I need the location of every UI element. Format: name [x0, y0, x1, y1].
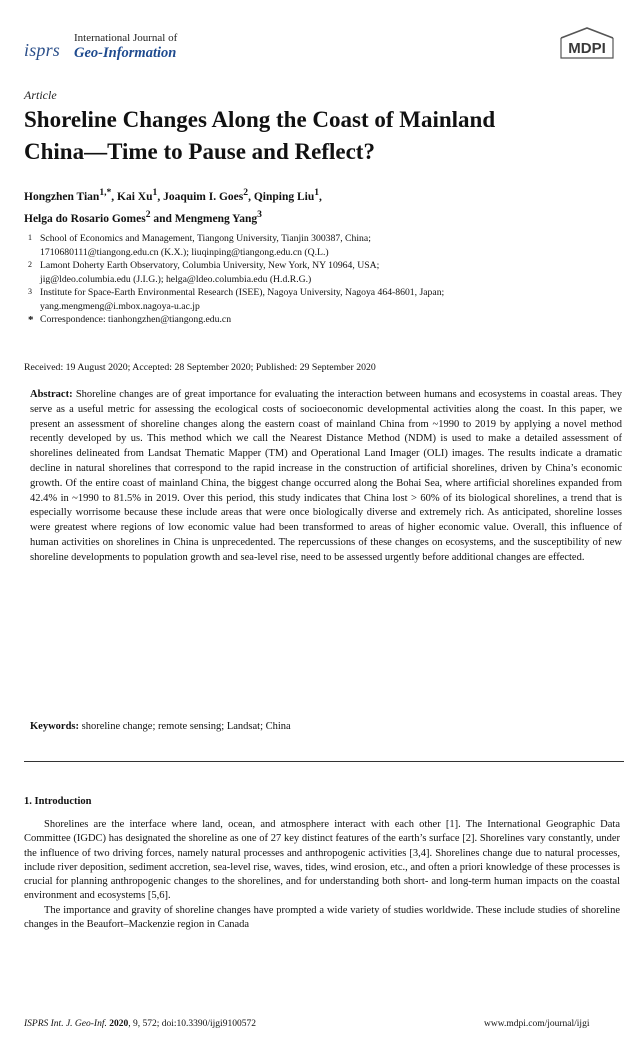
journal-name-line1: International Journal of — [74, 32, 178, 44]
author[interactable]: Hongzhen Tian$^{1,*}$ — [24, 187, 112, 203]
author[interactable]: Qinping Liu$^1$ — [253, 187, 320, 203]
journal-abbreviation: ISPRS Int. J. Geo-Inf. — [24, 1019, 107, 1029]
keywords-text: shoreline change; remote sensing; Landsat; China — [81, 721, 291, 732]
author-list: Hongzhen Tian$^{1,*}$, Kai Xu$^1$, Joaquim I. Goes$^2$, Qinping Liu$^1$, Helga do Rosario Gomes$^2$ and Mengmeng Yang$^3$ — [24, 187, 322, 225]
paragraph: The importance and gravity of shoreline changes have prompted a wide variety of studies worldwide. These include studies of shoreline changes in the Beaufort–Mackenzie region in Canada — [24, 904, 620, 931]
abstract-label: Abstract: — [30, 389, 73, 400]
abstract-text: Shoreline changes are of great importance for evaluating the interaction between humans and ecosystems in coastal areas. They serve as a useful metric for assessing the ecological costs of socioeconomic developmental activities along the coast. In this paper, we present an assessment of shoreline changes along the eastern coast of mainland China from ~1990 to 2019 by applying a novel method recently developed by us. This method which we call the Nearest Distance Method (NDM) is used to make a detailed assessment of shorelines delineated from Landsat Thematic Mapper (TM) and Operational Land Imager (OLI) images. The results indicate a dramatic decline in natural shorelines that correspond to the rapid increase in the construction of artificial shorelines, driven by China’s economic growth. Of the entire coast of mainland China, the biggest change occurred along the Bohai Sea, where artificial shorelines expanded from 42.4% in ~1990 to 81.5% in 2019. Over this period, this study indicates that China lost > 60% of its biological shorelines, a trend that is especially worrisome because these include areas that were once biologically diverse and extremely rich. As anticipated, shoreline losses were greatest where regions of low economic value had been transformed to areas of higher economic value. Overall, this influence of human activities on shorelines in China is unprecedented. The repercussions of these changes on ecosystems, and the susceptibility of new shoreline developments to population growth and sea-level rise, need to be assessed urgently before additional changes are effected. — [30, 389, 623, 563]
section-divider — [24, 761, 624, 762]
author[interactable]: Helga do Rosario Gomes$^2$ — [24, 208, 151, 225]
journal-logo[interactable] — [24, 30, 324, 62]
journal-name-line2: Geo-Information — [74, 45, 177, 61]
isprs-logo-icon: isprs — [24, 40, 61, 60]
keywords — [30, 720, 622, 734]
author[interactable]: Kai Xu$^1$ — [117, 187, 158, 203]
abstract — [30, 388, 622, 566]
author[interactable]: Mengmeng Yang$^3$ — [174, 208, 262, 225]
citation-footer — [24, 1019, 256, 1029]
introduction-body — [24, 818, 620, 932]
article-type: Article — [24, 88, 57, 102]
affiliation-emails[interactable]: 1710680111@tiangong.edu.cn (K.X.); liuqinping@tiangong.edu.cn (Q.L.) — [40, 246, 329, 258]
title-line-1: Shoreline Changes Along the Coast of Mainland — [24, 107, 496, 132]
title-line-2: China—Time to Pause and Reflect? — [24, 139, 375, 164]
mdpi-logo-icon[interactable] — [555, 26, 619, 66]
affiliation-item: 1 School of Economics and Management, Tiangong University, Tianjin 300387, China; 1710680111@tiangong.edu.cn (K.X.); liuqinping@tiangong.edu.cn (Q.L.) — [28, 233, 371, 258]
citation-year: 2020 — [109, 1019, 129, 1029]
correspondence-email[interactable]: Correspondence: tianhongzhen@tiangong.edu.cn — [40, 314, 232, 325]
correspondence: * Correspondence: tianhongzhen@tiangong.edu.cn — [28, 314, 232, 326]
affiliation-emails[interactable]: yang.mengmeng@i.mbox.nagoya-u.ac.jp — [40, 300, 200, 312]
publication-history: Received: 19 August 2020; Accepted: 28 September 2020; Published: 29 September 2020 — [24, 362, 376, 373]
affiliation-item: 3 Institute for Space-Earth Environmental Research (ISEE), Nagoya University, Nagoya 464-8601, Japan; yang.mengmeng@i.mbox.nagoya-u.ac.jp — [28, 287, 445, 312]
affiliation-list — [24, 232, 624, 327]
paper-title — [24, 104, 624, 168]
publisher-name: MDPI — [568, 40, 606, 57]
citation-details[interactable]: , 9, 572; doi:10.3390/ijgi9100572 — [128, 1019, 256, 1029]
section-heading: 1. Introduction — [24, 796, 92, 807]
journal-url-link[interactable]: www.mdpi.com/journal/ijgi — [484, 1019, 590, 1029]
affiliation-item: 2 Lamont Doherty Earth Observatory, Columbia University, New York, NY 10964, USA; jig@ldeo.columbia.edu (J.I.G.); helga@ldeo.columbia.edu (H.d.R.G.) — [28, 260, 380, 285]
affiliation-emails[interactable]: jig@ldeo.columbia.edu (J.I.G.); helga@ldeo.columbia.edu (H.d.R.G.) — [40, 273, 312, 285]
keywords-label: Keywords: — [30, 721, 79, 732]
paragraph: Shorelines are the interface where land, ocean, and atmosphere interact with each other [1]. The International Geographic Data Committee (IGDC) has designated the shoreline as one of 27 key distinct features of the earth’s surface [2]. Shorelines vary constantly, under the influence of two driving forces, namely natural processes and anthropogenic activities [3,4]. Shorelines change due to natural processes, include river deposition, sediment accretion, sea-level rise, waves, tides, wind erosion, etc., and often a priori knowledge of these processes is crucial for planning anthropogenic changes to the shorelines, and for understanding both short- and long-term human impacts on the coastal environment and ecosystems [5,6]. — [24, 819, 620, 902]
author[interactable]: Joaquim I. Goes$^2$ — [163, 187, 249, 203]
